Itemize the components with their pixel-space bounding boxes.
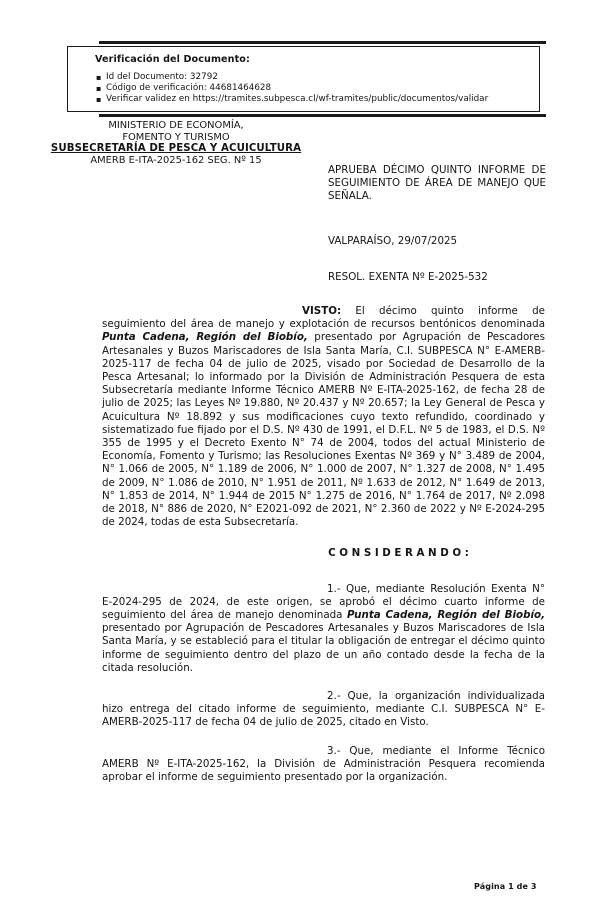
visto-text-before: El décimo quinto informe de seguimiento del área de manejo y explotación de recursos bentónicos denominada xyxy=(102,305,545,331)
considerando-paragraph-1 xyxy=(102,583,545,675)
considerando-1-text-before: 1.- Que, mediante Resolución Exenta N° E-2024-295 de 2024, de este origen, se aprobó el décimo cuarto informe de seguimiento del área de manejo denominada xyxy=(102,582,545,622)
letterhead xyxy=(33,120,319,166)
resolution-number: RESOL. EXENTA Nº E-2025-532 xyxy=(328,270,488,283)
verification-list xyxy=(95,72,531,105)
considerando-heading: C O N S I D E R A N D O : xyxy=(328,547,469,560)
verification-box xyxy=(67,46,540,112)
subsecretaria-title: SUBSECRETARÍA DE PESCA Y ACUICULTURA xyxy=(50,143,302,155)
verification-doc-id: ▪ Id del Documento: 32792 xyxy=(95,72,531,83)
resolution-body xyxy=(102,305,545,784)
verification-url: ▪ Verificar validez en https://tramites.subpesca.cl/wf-tramites/public/documentos/validar xyxy=(95,94,531,105)
area-name-emphasis-2: Punta Cadena, Región del Biobío, xyxy=(347,609,545,622)
resolution-title-block xyxy=(328,164,546,284)
considerando-paragraph-3: 3.- Que, mediante el Informe Técnico AMERB Nº E-ITA-2025-162, la División de Administración Pesquera recomienda aprobar el informe de seguimiento presentado por la organización. xyxy=(102,744,545,784)
visto-label: VISTO: xyxy=(302,305,342,317)
verification-code: ▪ Código de verificación: 44681464628 xyxy=(95,83,531,94)
visto-text-after: presentado por Agrupación de Pescadores Artesanales y Buzos Mariscadores de Isla Santa María, C.I. SUBPESCA N° E-AMERB-2025-117 de fecha 04 de julio de 2025, visado por Sociedad de Desarrollo de la Pesca Artesanal; lo informado por la División de Administración Pesquera de esta Subsecretaría mediante Informe Técnico AMERB Nº E-ITA-2025-162, de fecha 28 de julio de 2025; las Leyes Nº 19.880, Nº 20.437 y Nº 20.657; la Ley General de Pesca y Acuicultura Nº 18.892 y sus modificaciones cuyo texto refundido, coordinado y sistematizado fue fijado por el D.S. Nº 430 de 1991, el D.F.L. Nº 5 de 1983, el D.S. Nº 355 de 1995 y el Decreto Exento N° 74 de 2004, todos del actual Ministerio de Economía, Fomento y Turismo; las Resoluciones Exentas Nº 369 y N° 3.489 de 2004, N° 1.066 de 2005, N° 1.189 de 2006, N° 1.000 de 2007, N° 1.327 de 2008, N° 1.495 de 2009, N° 1.086 de 2010, N° 1.951 de 2011, Nº 1.633 de 2012, N° 1.649 de 2013, N° 1.853 de 2014, N° 1.944 de 2015 N° 1.275 de 2016, N° 1.764 de 2017, Nº 2.098 de 2018, N° 886 de 2020, N° E2021-092 de 2021, N° 2.360 de 2022 y Nº E-2024-295 de 2024, todas de esta Subsecretaría. xyxy=(102,331,545,529)
area-name-emphasis: Punta Cadena, Región del Biobío, xyxy=(102,331,308,344)
resolution-subject: APRUEBA DÉCIMO QUINTO INFORME DE SEGUIMIENTO DE ÁREA DE MANEJO QUE SEÑALA. xyxy=(328,164,546,203)
page-number: Página 1 de 3 xyxy=(474,882,537,891)
considerando-1-text-after: presentado por Agrupación de Pescadores Artesanales y Buzos Mariscadores de Isla Santa María, y se estableció para el titular la obligación de entregar el décimo quinto informe de seguimiento dentro del plazo de un año contado desde la fecha de la citada resolución. xyxy=(102,622,545,674)
place-and-date: VALPARAÍSO, 29/07/2025 xyxy=(328,234,458,247)
visto-paragraph xyxy=(102,305,545,529)
verification-title: Verificación del Documento: xyxy=(95,54,250,65)
ministry-name-line1: MINISTERIO DE ECONOMÍA, xyxy=(108,120,244,131)
ministry-name-line2: FOMENTO Y TURISMO xyxy=(122,131,230,143)
considerando-paragraph-2: 2.- Que, la organización individualizada hizo entrega del citado informe de seguimiento, mediante C.I. SUBPESCA N° E-AMERB-2025-117 de fecha 04 de julio de 2025, citado en Visto. xyxy=(102,690,545,729)
amerb-reference: AMERB E-ITA-2025-162 SEG. Nº 15 xyxy=(90,154,262,166)
